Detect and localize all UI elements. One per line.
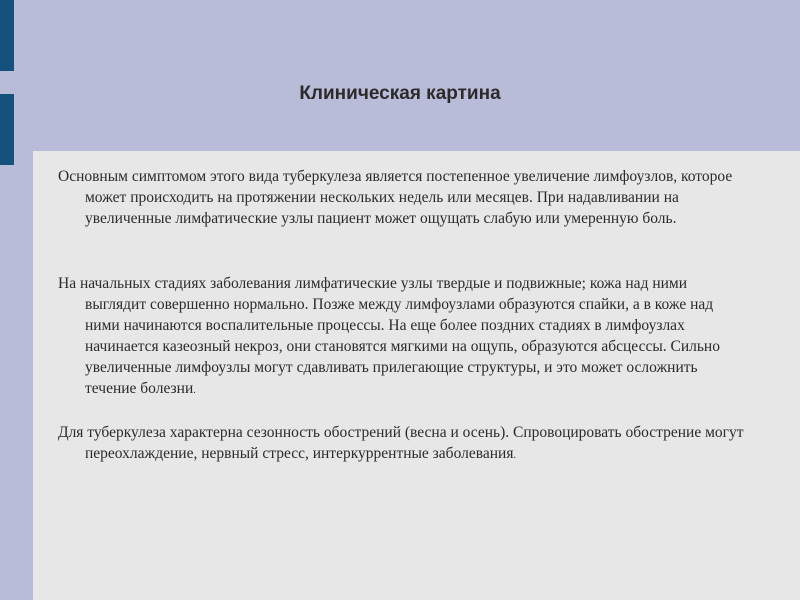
paragraph-symptoms bbox=[58, 166, 748, 231]
paragraph-symptoms-text: Основным симптомом этого вида туберкулеза является постепенное увеличение лимфоузлов, которое может происходить на протяжении нескольких недель или месяцев. При надавливании на увеличенные лимфатические узлы пациент может ощущать слабую или умеренную боль. bbox=[58, 168, 733, 227]
paragraph-seasonality-end: . bbox=[513, 450, 516, 461]
paragraph-stages bbox=[58, 273, 748, 401]
paragraph-stages-text: На начальных стадиях заболевания лимфатические узлы твердые и подвижные; кожа над ними выглядит совершенно нормально. Позже между лимфоузлами образуются спайки, а в коже над ними начинаются воспалительные процессы. На еще более поздних стадиях в лимфоузлах начинается казеозный некроз, они становятся мягкими на ощупь, образуются абсцессы. Сильно увеличенные лимфоузлы могут сдавливать прилегающие структуры, и это может осложнить течение болезни bbox=[58, 275, 720, 397]
paragraph-seasonality-text: Для туберкулеза характерна сезонность обострений (весна и осень). Спровоцировать обострение могут переохлаждение, нервный стресс, интеркуррентные заболевания bbox=[58, 424, 744, 462]
paragraph-seasonality bbox=[58, 422, 748, 466]
slide-title: Клиническая картина bbox=[299, 83, 501, 104]
slide-body bbox=[58, 166, 748, 466]
accent-bar-top bbox=[0, 0, 14, 71]
paragraph-stages-end: . bbox=[193, 385, 196, 396]
